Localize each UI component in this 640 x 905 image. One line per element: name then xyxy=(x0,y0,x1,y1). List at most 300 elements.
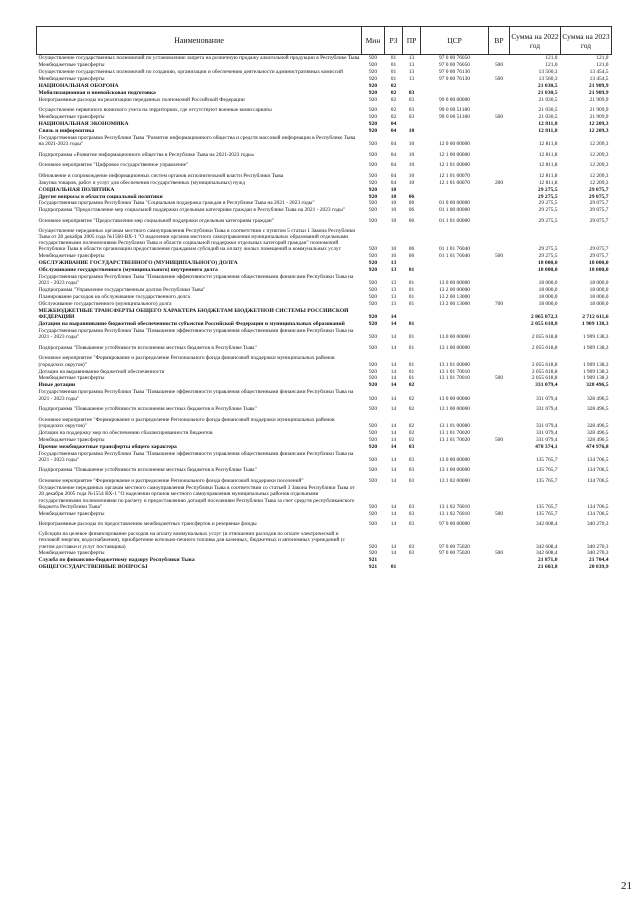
table-row xyxy=(37,274,612,287)
row-min: 920 xyxy=(368,443,378,450)
row-vr: 500 xyxy=(494,75,504,82)
table-row xyxy=(37,517,612,528)
row-rz: 02 xyxy=(390,96,397,103)
row-vr xyxy=(489,186,510,193)
table-header xyxy=(37,27,612,55)
row-rz: 14 xyxy=(390,521,397,528)
row-sum-2023: 18 000,0 xyxy=(588,267,609,274)
row-min: 920 xyxy=(368,382,378,389)
table-row xyxy=(37,375,612,382)
row-sum-2023: 29 075,7 xyxy=(589,217,609,224)
table-row xyxy=(37,368,612,375)
row-sum-2023: 12 209,3 xyxy=(589,151,609,158)
row-pr: 13 xyxy=(408,69,415,76)
row-pr: 01 xyxy=(408,294,415,301)
row-sum-2023: 18 000,0 xyxy=(588,260,609,267)
row-name: Межбюджетные трансферты xyxy=(38,510,105,517)
row-rz: 13 xyxy=(390,267,397,274)
row-rz: 10 xyxy=(390,207,397,214)
row-pr: 13 xyxy=(408,55,415,62)
row-rz: 14 xyxy=(390,423,397,430)
row-min: 920 xyxy=(368,294,378,301)
row-sum-2022: 331 079,4 xyxy=(535,429,558,436)
row-pr xyxy=(403,83,421,90)
row-rz: 14 xyxy=(390,406,397,413)
row-csr xyxy=(421,260,489,267)
row-sum-2022: 18 000,0 xyxy=(538,300,558,307)
table-row xyxy=(37,351,612,368)
row-sum-2022: 21 030,5 xyxy=(537,89,558,96)
row-min: 920 xyxy=(368,200,378,207)
row-sum-2022: 12 811,8 xyxy=(538,151,558,158)
row-vr: 500 xyxy=(494,62,504,69)
page-number: 21 xyxy=(621,880,632,892)
row-min: 920 xyxy=(368,107,378,114)
table-row xyxy=(37,463,612,474)
row-csr: 97 0 00 76130 xyxy=(439,69,470,76)
table-row xyxy=(37,430,612,437)
table-row xyxy=(37,294,612,301)
row-name: Подпрограмма «Развитие информационного общества в Республике Тыва на 2021-2023 годы» xyxy=(38,151,255,158)
row-rz: 04 xyxy=(390,179,397,186)
table-row xyxy=(37,287,612,294)
row-vr: 500 xyxy=(494,114,504,121)
row-min: 920 xyxy=(368,207,378,214)
row-min: 920 xyxy=(368,361,378,368)
table-row xyxy=(37,510,612,517)
table-row xyxy=(37,389,612,402)
row-min: 920 xyxy=(368,96,378,103)
row-vr xyxy=(489,368,510,375)
row-name: НАЦИОНАЛЬНАЯ ЭКОНОМИКА xyxy=(38,121,129,128)
row-sum-2022: 21 030,5 xyxy=(538,107,558,114)
row-rz: 13 xyxy=(390,294,397,301)
row-name: СОЦИАЛЬНАЯ ПОЛИТИКА xyxy=(38,186,115,193)
row-csr xyxy=(421,321,489,328)
row-min: 920 xyxy=(368,467,378,474)
row-sum-2022: 331 079,4 xyxy=(535,423,558,430)
table-row xyxy=(37,135,612,148)
row-min: 920 xyxy=(368,69,378,76)
table-row xyxy=(37,83,612,90)
row-pr: 01 xyxy=(408,300,415,307)
row-rz: 14 xyxy=(390,344,397,351)
row-pr: 06 xyxy=(408,217,415,224)
row-sum-2023: 1 909 138,3 xyxy=(582,361,609,368)
row-rz: 14 xyxy=(390,436,397,443)
row-sum-2023: 12 209,3 xyxy=(588,121,609,128)
row-pr xyxy=(403,121,421,128)
row-pr: 02 xyxy=(408,406,415,413)
row-name: Осуществление переданных органам местного самоуправления Республики Тыва в соответствии с пунктом 5 статьи 1 Закона Республики Тыва от 28 декабря 2005 года №1560-ВХ-1 "О наделении органов местного самоуправления муниципальных образований отдельными государственными полномочиями Республики Тыва и области социальной поддержки отдельных категорий граждан" полномочий Республики Тыва в области организации предоставления гражданам субсидий на оплату жилых помещений и коммунальных услуг xyxy=(38,227,356,253)
row-vr xyxy=(489,128,510,135)
row-csr: 13 0 00 00000 xyxy=(439,280,470,287)
row-csr: 97 0 00 76050 xyxy=(439,55,470,62)
row-min: 920 xyxy=(368,550,378,557)
row-csr: 97 0 00 75020 xyxy=(439,543,470,550)
row-name: Другие вопросы в области социальной политики xyxy=(38,193,163,200)
row-sum-2023: 474 976,8 xyxy=(586,443,609,450)
row-csr: 13 1 01 70020 xyxy=(439,429,470,436)
row-rz: 14 xyxy=(390,467,397,474)
row-min: 920 xyxy=(368,217,378,224)
row-pr: 03 xyxy=(408,467,415,474)
row-sum-2023: 21 909,9 xyxy=(589,107,609,114)
row-name: Обслуживание государственного (муниципального) внутреннего долга xyxy=(38,267,218,274)
row-name: Мобилизационная и вневойсковая подготовка xyxy=(38,89,156,96)
row-csr: 13 0 00 00000 xyxy=(439,334,470,341)
table-row xyxy=(37,382,612,389)
row-vr xyxy=(489,389,510,402)
row-rz: 01 xyxy=(390,75,397,82)
row-pr: 02 xyxy=(408,436,415,443)
row-min: 921 xyxy=(368,564,378,571)
row-sum-2023: 1 909 138,3 xyxy=(582,344,609,351)
row-csr: 13 2 00 13000 xyxy=(439,300,470,307)
row-name: Непрограммные расходы на реализацию переданных полномочий Российской Федерации xyxy=(38,96,245,103)
row-min: 920 xyxy=(368,375,378,382)
row-name: Обслуживание государственного (муниципального) долга xyxy=(38,300,172,307)
row-min: 920 xyxy=(368,162,378,169)
row-csr xyxy=(421,89,489,96)
row-vr xyxy=(489,169,510,180)
row-pr: 01 xyxy=(408,375,415,382)
row-rz: 14 xyxy=(390,382,397,389)
row-csr xyxy=(421,557,489,564)
row-pr: 03 xyxy=(408,503,415,510)
row-name: Основное мероприятие "Формирование и распределение Регионального фонда финансовой поддержки муниципальных районов (городских округов)" xyxy=(38,416,335,430)
row-sum-2022: 21 030,5 xyxy=(537,82,558,89)
row-sum-2023: 134 706,5 xyxy=(586,503,609,510)
row-pr xyxy=(403,308,421,321)
row-sum-2023: 328 496,5 xyxy=(586,436,609,443)
row-csr: 97 0 00 00000 xyxy=(439,521,470,528)
row-sum-2022: 12 811,8 xyxy=(538,127,558,134)
row-sum-2022: 21 603,8 xyxy=(537,564,558,571)
row-vr xyxy=(489,55,510,62)
row-sum-2022: 2 055 618,8 xyxy=(531,368,558,375)
row-name: Межбюджетные трансферты xyxy=(38,75,105,82)
row-sum-2023: 134 706,5 xyxy=(586,510,609,517)
row-sum-2022: 29 275,5 xyxy=(538,253,558,260)
row-sum-2022: 12 811,8 xyxy=(538,162,558,169)
row-sum-2022: 21 030,5 xyxy=(538,114,558,121)
row-name: Основное мероприятие "Предоставление мер социальной поддержки отдельным категориям граждан" xyxy=(38,217,274,224)
row-sum-2022: 478 374,1 xyxy=(535,443,558,450)
table-row xyxy=(37,179,612,186)
row-rz: 10 xyxy=(390,246,397,253)
row-min: 920 xyxy=(368,267,378,274)
row-pr: 02 xyxy=(408,429,415,436)
row-csr: 13 1 01 00000 xyxy=(439,423,470,430)
row-vr xyxy=(489,193,510,200)
row-sum-2023: 13 454,5 xyxy=(589,69,609,76)
row-rz: 14 xyxy=(390,456,397,463)
row-sum-2022: 18 000,0 xyxy=(538,294,558,301)
row-name: ОБЩЕГОСУДАРСТВЕННЫЕ ВОПРОСЫ xyxy=(38,564,148,571)
row-rz: 14 xyxy=(390,361,397,368)
row-sum-2022: 29 275,5 xyxy=(538,200,558,207)
row-pr xyxy=(403,260,421,267)
row-csr xyxy=(421,193,489,200)
row-csr: 12 1 01 00070 xyxy=(439,172,470,179)
table-row xyxy=(37,253,612,260)
row-rz: 14 xyxy=(390,334,397,341)
row-name: Межбюджетные трансферты xyxy=(38,114,105,121)
row-name: Осуществление государственных полномочий по установлению запрета на розничную продажу алкогольной продукции в Республике Тыва xyxy=(38,55,360,62)
table-row xyxy=(37,328,612,341)
row-csr: 13 2 00 13000 xyxy=(439,294,470,301)
row-name: Субсидии на целевое финансирование расходов на оплату коммунальных услуг (в отношении расходов по оплате электрической и тепловой энергии, водоснабжения), приобретение котельно-печного топлива для казенных, бюджетных и автономных учреждений (с учетом доставки и услуг поставщика) xyxy=(38,530,345,550)
table-row xyxy=(37,69,612,76)
row-name: ОБСЛУЖИВАНИЕ ГОСУДАРСТВЕННОГО (МУНИЦИПАЛЬНОГО) ДОЛГА xyxy=(38,260,238,267)
row-rz xyxy=(385,557,403,564)
row-sum-2023: 134 706,5 xyxy=(586,456,609,463)
header-rz: РЗ xyxy=(385,27,403,55)
row-pr: 01 xyxy=(408,267,415,274)
row-pr: 01 xyxy=(408,344,415,351)
row-name: Государственная программа Республики Тыва "Повышение эффективности управления общественными финансами Республики Тыва на 2021 - 2023 годы" xyxy=(38,273,354,287)
row-min: 920 xyxy=(368,127,378,134)
table-row xyxy=(37,450,612,463)
row-csr: 13 1 00 00000 xyxy=(439,344,470,351)
row-rz: 14 xyxy=(390,368,397,375)
row-min: 920 xyxy=(368,543,378,550)
row-csr: 01 1 00 00000 xyxy=(439,207,470,214)
row-sum-2023: 29 075,7 xyxy=(588,193,609,200)
row-min: 920 xyxy=(368,55,378,62)
row-min: 920 xyxy=(368,253,378,260)
row-sum-2023: 21 909,9 xyxy=(589,96,609,103)
header-sum-2023: Сумма на 2023 год xyxy=(561,27,612,55)
row-sum-2023: 1 909 138,3 xyxy=(582,375,609,382)
table-row xyxy=(37,89,612,96)
row-rz: 13 xyxy=(390,280,397,287)
row-sum-2023: 21 909,9 xyxy=(588,82,609,89)
row-sum-2023: 1 909 138,3 xyxy=(581,321,609,328)
row-name: Межбюджетные трансферты xyxy=(38,375,105,382)
row-rz: 10 xyxy=(390,253,397,260)
row-min: 920 xyxy=(368,456,378,463)
row-csr: 01 1 01 76040 xyxy=(439,253,470,260)
header-sum-2022: Сумма на 2022 год xyxy=(510,27,561,55)
row-min: 920 xyxy=(368,314,378,321)
row-pr: 03 xyxy=(408,521,415,528)
row-csr: 13 1 01 70020 xyxy=(439,436,470,443)
row-min: 920 xyxy=(368,334,378,341)
row-sum-2022: 29 275,5 xyxy=(537,193,558,200)
row-csr xyxy=(421,83,489,90)
row-vr xyxy=(489,158,510,169)
budget-table-sheet xyxy=(36,26,611,571)
row-min: 920 xyxy=(368,280,378,287)
row-csr: 13 0 00 00000 xyxy=(439,395,470,402)
row-csr: 01 1 01 00000 xyxy=(439,217,470,224)
row-sum-2023: 20 839,9 xyxy=(588,564,609,571)
row-rz: 14 xyxy=(390,429,397,436)
row-sum-2023: 18 000,0 xyxy=(589,300,609,307)
row-pr: 10 xyxy=(408,179,415,186)
row-name: Подпрограмма "Повышение устойчивости исполнения местных бюджетов в Республике Тыва" xyxy=(38,344,257,351)
row-min: 920 xyxy=(368,151,378,158)
row-vr xyxy=(489,260,510,267)
row-min: 920 xyxy=(368,429,378,436)
row-csr: 13 1 02 76010 xyxy=(439,510,470,517)
row-pr: 10 xyxy=(408,172,415,179)
row-min: 920 xyxy=(368,193,378,200)
row-sum-2022: 331 079,4 xyxy=(535,436,558,443)
row-name: Основное мероприятие "Формирование и распределение Регионального фонда финансовой поддержки муниципальных районов (городских округов)" xyxy=(38,355,335,368)
table-row xyxy=(37,121,612,128)
row-min: 920 xyxy=(368,423,378,430)
row-sum-2022: 342 608,4 xyxy=(535,550,558,557)
table-body xyxy=(37,55,612,571)
row-rz: 01 xyxy=(390,564,397,571)
row-sum-2023: 328 496,5 xyxy=(586,395,609,402)
row-min: 920 xyxy=(368,368,378,375)
row-sum-2023: 340 270,3 xyxy=(586,543,609,550)
row-name: Планирование расходов на обслуживание государственного долга xyxy=(38,294,190,301)
row-sum-2023: 29 075,7 xyxy=(589,253,609,260)
row-rz: 04 xyxy=(390,141,397,148)
row-pr: 02 xyxy=(408,395,415,402)
row-name: Дотации на выравнивание бюджетной обеспеченности xyxy=(38,368,165,375)
row-vr xyxy=(489,287,510,294)
row-sum-2022: 13 560,3 xyxy=(538,69,558,76)
table-row xyxy=(37,62,612,69)
row-sum-2022: 2 055 618,8 xyxy=(531,334,558,341)
row-min: 920 xyxy=(368,186,378,193)
row-pr xyxy=(403,186,421,193)
row-rz: 04 xyxy=(390,127,397,134)
table-row xyxy=(37,341,612,352)
table-row xyxy=(37,158,612,169)
row-sum-2022: 12 811,8 xyxy=(538,179,558,186)
row-pr: 03 xyxy=(408,543,415,550)
row-vr xyxy=(489,463,510,474)
row-pr: 06 xyxy=(408,253,415,260)
row-sum-2023: 121,0 xyxy=(596,62,609,69)
row-min: 920 xyxy=(368,510,378,517)
row-pr: 10 xyxy=(408,141,415,148)
row-min: 920 xyxy=(368,503,378,510)
row-csr: 13 1 00 00000 xyxy=(439,467,470,474)
row-min: 920 xyxy=(368,406,378,413)
row-csr xyxy=(421,308,489,321)
row-csr: 97 0 00 75020 xyxy=(439,550,470,557)
row-pr: 02 xyxy=(408,423,415,430)
row-min: 920 xyxy=(368,121,378,128)
row-sum-2023: 134 706,5 xyxy=(586,467,609,474)
row-min: 920 xyxy=(368,321,378,328)
table-row xyxy=(37,402,612,413)
row-vr xyxy=(489,430,510,437)
row-csr: 13 1 00 00000 xyxy=(439,406,470,413)
row-name: Подпрограмма "Повышение устойчивости исполнения местных бюджетов в Республике Тыва" xyxy=(38,406,257,413)
row-vr xyxy=(489,528,510,550)
row-sum-2022: 29 275,5 xyxy=(538,246,558,253)
row-min: 920 xyxy=(368,478,378,485)
row-csr xyxy=(421,267,489,274)
row-name: Осуществление первичного воинского учета на территориях, где отсутствуют военные комиссариаты xyxy=(38,107,272,114)
row-sum-2023: 121,0 xyxy=(596,55,609,62)
row-sum-2022: 342 608,4 xyxy=(535,521,558,528)
row-csr: 99 0 00 51180 xyxy=(439,107,470,114)
table-row xyxy=(37,103,612,114)
table-row xyxy=(37,557,612,564)
row-rz: 01 xyxy=(390,62,397,69)
row-name: Межбюджетные трансферты xyxy=(38,550,105,557)
table-row xyxy=(37,200,612,207)
row-pr: 10 xyxy=(408,127,415,134)
row-name: Государственная программа Республики Тыва "Повышение эффективности управления общественными финансами Республики Тыва на 2021 - 2023 годы" xyxy=(38,327,354,341)
row-sum-2022: 135 765,7 xyxy=(535,456,558,463)
row-rz: 14 xyxy=(390,510,397,517)
row-pr: 06 xyxy=(408,207,415,214)
row-rz: 04 xyxy=(390,151,397,158)
row-pr: 06 xyxy=(408,200,415,207)
row-pr: 03 xyxy=(408,456,415,463)
row-pr: 03 xyxy=(408,443,415,450)
row-min: 920 xyxy=(368,246,378,253)
row-vr xyxy=(489,308,510,321)
row-sum-2023: 328 496,5 xyxy=(586,406,609,413)
table-row xyxy=(37,214,612,225)
row-vr xyxy=(489,148,510,159)
table-row xyxy=(37,193,612,200)
row-rz: 10 xyxy=(390,193,397,200)
row-vr xyxy=(489,382,510,389)
row-sum-2022: 2 055 618,8 xyxy=(530,321,558,328)
row-pr: 03 xyxy=(408,478,415,485)
row-vr xyxy=(489,83,510,90)
row-csr: 12 1 01 00000 xyxy=(439,162,470,169)
row-min: 920 xyxy=(368,172,378,179)
row-sum-2022: 2 055 618,8 xyxy=(531,344,558,351)
row-rz: 02 xyxy=(390,89,397,96)
row-min: 921 xyxy=(368,557,378,564)
row-sum-2023: 18 000,0 xyxy=(589,294,609,301)
header-name: Наименование xyxy=(37,27,362,55)
header-csr: ЦСР xyxy=(421,27,489,55)
row-sum-2023: 340 270,3 xyxy=(586,550,609,557)
row-rz: 14 xyxy=(390,550,397,557)
row-name: Межбюджетные трансферты xyxy=(38,436,105,443)
row-rz: 13 xyxy=(390,287,397,294)
row-pr: 01 xyxy=(408,368,415,375)
row-csr: 13 2 00 00000 xyxy=(439,287,470,294)
row-sum-2023: 328 496,5 xyxy=(586,423,609,430)
row-pr: 03 xyxy=(408,510,415,517)
table-row xyxy=(37,260,612,267)
row-sum-2022: 21 030,5 xyxy=(538,96,558,103)
row-vr: 500 xyxy=(494,550,504,557)
row-vr xyxy=(489,207,510,214)
row-csr: 99 0 00 00000 xyxy=(439,96,470,103)
row-sum-2022: 2 055 618,8 xyxy=(531,375,558,382)
row-rz: 10 xyxy=(390,186,397,193)
row-sum-2023: 13 454,5 xyxy=(589,75,609,82)
row-csr xyxy=(421,128,489,135)
row-rz: 02 xyxy=(390,107,397,114)
header-vr: ВР xyxy=(489,27,510,55)
table-row xyxy=(37,308,612,321)
row-name: Обновление и сопровождение информационных систем органов исполнительной власти Республики Тыва xyxy=(38,172,284,179)
row-sum-2023: 21 704,4 xyxy=(588,557,609,564)
row-sum-2022: 13 560,3 xyxy=(538,75,558,82)
row-rz: 14 xyxy=(390,503,397,510)
row-sum-2022: 331 079,4 xyxy=(535,406,558,413)
